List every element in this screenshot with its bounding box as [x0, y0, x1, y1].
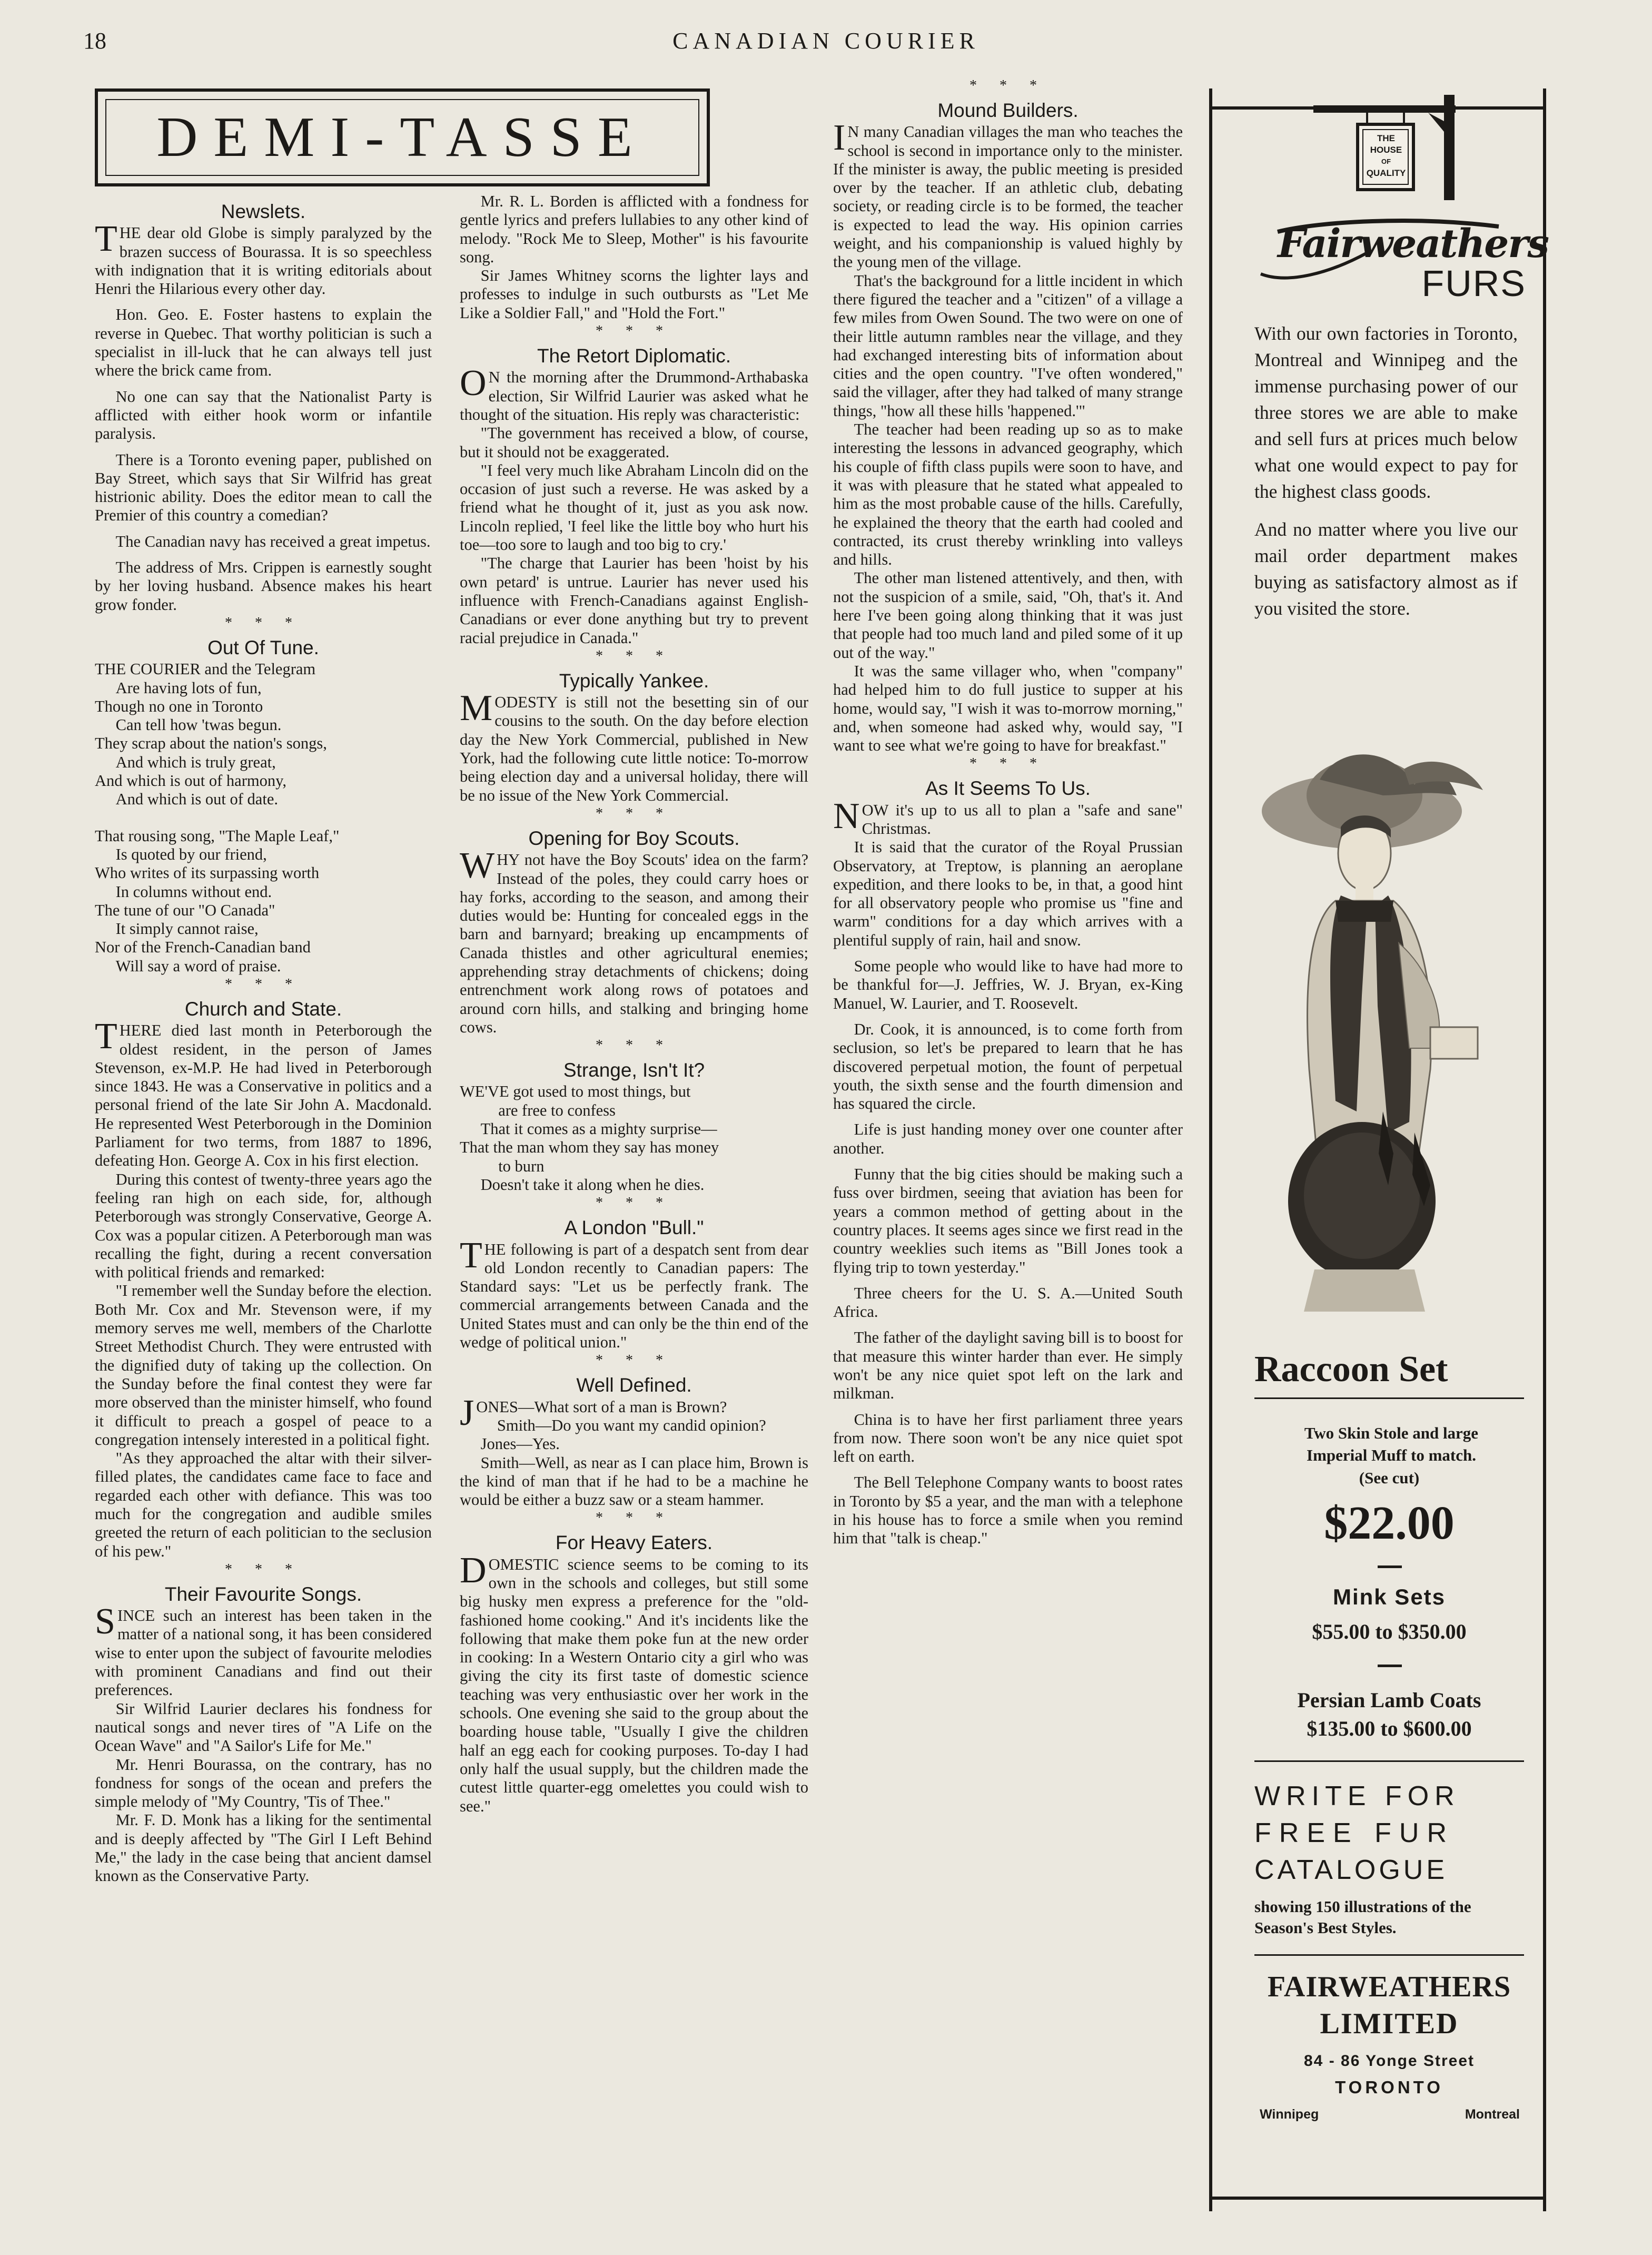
article-paragraph: Mr. R. L. Borden is afflicted with a fondness for gentle lyrics and prefers lullabies to any other kind of melody. "Rock Me to Sleep, Mother" is his favourite song. — [460, 192, 808, 266]
furs-word: FURS — [1421, 263, 1526, 304]
section-divider: * * * — [225, 1561, 302, 1578]
column-2 — [460, 192, 808, 1816]
article-paragraph: "I remember well the Sunday before the election. Both Mr. Cox and Mr. Stevenson were, if my memory serves me well, members of the Charlotte Street Methodist Church. They were entrusted with the dignified duty of taking up the collection. On the Sunday before the final contest they were far more observed than the minister himself, who found it difficult to preach a gospel of peace to a congregation intensely interested in a political fight. — [95, 1282, 432, 1449]
raccoon-rule — [1254, 1397, 1524, 1399]
article-paragraph: THE dear old Globe is simply paralyzed by the brazen success of Bourassa. It is so speechless with indignation that it is writing editorials about Henri the Hilarious every other day. — [95, 219, 432, 298]
poem-line: That rousing song, "The Maple Leaf," — [95, 826, 340, 845]
article-paragraph: Three cheers for the U. S. A.—United South Africa. — [833, 1284, 1183, 1321]
poem-line: Can tell how 'twas begun. — [115, 716, 282, 734]
raccoon-price: $22.00 — [1324, 1497, 1455, 1549]
article-paragraph: During this contest of twenty-three years ago the feeling ran high on each side, for, although Peterborough was strongly Conservative, George A. Cox was a popular citizen. A Peterborough man was recalling the fight, during a recent conversation with political friends and remarked: — [95, 1170, 432, 1282]
write-for-line: WRITE FOR — [1254, 1781, 1460, 1811]
article-paragraph: WHY not have the Boy Scouts' idea on the farm? Instead of the poles, they could carry hoes or hay forks, according to the season, and among their duties would be: Hunting for concealed eggs in the barn and barnyard; breaking up encampments of Canada thistles and other agricultural enemies; apprehending stray detachments of chickens; doing entrenchment work along rows of potatoes and around corn hills, and stalking and bringing home cows. — [460, 845, 808, 1036]
page-header — [0, 27, 1652, 64]
article-paragraph: Sir Wilfrid Laurier declares his fondness for nautical songs and never tires of "A Life on the Ocean Wave" and "A Sailor's Life for Me." — [95, 1699, 432, 1755]
banner-title: DEMI-TASSE — [105, 99, 699, 176]
poem-out-of-tune — [95, 660, 432, 976]
article-paragraph: Jones—Yes. — [480, 1435, 560, 1453]
heading-newslets: Newslets. — [221, 201, 306, 222]
price-divider — [1378, 1565, 1402, 1568]
article-paragraph: The other man listened attentively, and then, with not the suspicion of a smile, said, "Oh, that's it. And here I've been going along thinking that it was just that people had too much land and piled some of it up out of the way." — [833, 569, 1183, 662]
section-divider: * * * — [596, 1510, 672, 1527]
article-paragraph: That's the background for a little incident in which there figured the teacher and a "citizen" of a village a few miles from Owen Sound. The two were on one of their little autumn rambles near the village, and they had exchanged interesting bits of information about cities and the open country. "I've often wondered," said the villager, after they had talked of many strange things, "how all these hills 'happened.'" — [833, 271, 1183, 420]
poem-line: In columns without end. — [115, 882, 272, 901]
article-paragraph: Mr. F. D. Monk has a liking for the sentimental and is deeply affected by "The Girl I Left Behind Me," the lady in the case being that ancient damsel known as the Conservative Party. — [95, 1811, 432, 1885]
article-paragraph: Some people who would like to have had more to be thankful for—J. Jeffries, W. J. Bryan, ex-King Manuel, W. Laurier, and T. Roosevelt. — [833, 957, 1183, 1012]
woman-in-furs-illustration — [1257, 732, 1520, 1327]
article-paragraph: China is to have her first parliament three years from now. There soon won't be any nice quiet spot left on earth. — [833, 1410, 1183, 1466]
article-paragraph: "As they approached the altar with their silver-filled plates, the candidates came face to face and regarded each other with defiance. This was too much for the congregation and audible smiles greeted the return of each politician to the seclusion of his pew." — [95, 1449, 432, 1560]
poem-line: WE'VE got used to most things, but — [460, 1082, 691, 1101]
poem-line: That it comes as a mighty surprise— — [480, 1120, 717, 1138]
article-paragraph: JONES—What sort of a man is Brown? — [460, 1392, 727, 1433]
heading-favourite-songs: Their Favourite Songs. — [164, 1583, 362, 1605]
mink-sets-label: Mink Sets — [1332, 1584, 1446, 1609]
section-divider: * * * — [225, 614, 302, 631]
article-paragraph: Dr. Cook, it is announced, is to come forth from seclusion, so let's be prepared to learn that he has discovered perpetual motion, the fount of perpetual youth, the sixth sense and the fourth dimension and has squared the circle. — [833, 1020, 1183, 1113]
mink-sets-price: $55.00 to $350.00 — [1312, 1620, 1467, 1643]
poem-line: The tune of our "O Canada" — [95, 901, 275, 919]
article-paragraph: "The government has received a blow, of course, but it should not be exaggerated. — [460, 424, 808, 461]
article-paragraph: ON the morning after the Drummond-Arthabaska election, Sir Wilfrid Laurier was asked what he thought of the situation. His reply was characteristic: — [460, 363, 808, 424]
ad-bottom-rule — [1209, 2197, 1546, 2200]
catalogue-rule — [1254, 1760, 1524, 1762]
ad-copy — [1254, 320, 1518, 622]
sign-line: OF — [1381, 157, 1391, 165]
heading-out-of-tune: Out Of Tune. — [207, 636, 319, 658]
article-paragraph: Life is just handing money over one counter after another. — [833, 1120, 1183, 1157]
sign-line: HOUSE — [1370, 145, 1402, 155]
heading-mound-builders: Mound Builders. — [937, 100, 1079, 121]
poem-line: Who writes of its surpassing worth — [95, 864, 320, 882]
poem-line: That the man whom they say has money — [460, 1138, 719, 1157]
sign-line: QUALITY — [1366, 168, 1406, 178]
publication-title: CANADIAN COURIER — [672, 28, 980, 54]
article-paragraph: There is a Toronto evening paper, published on Bay Street, which says that Sir Wilfrid has great histrionic ability. Does the editor mean to call the Premier of this country a comedian? — [95, 450, 432, 525]
column-3 — [833, 77, 1183, 1548]
article-paragraph: No one can say that the Nationalist Party is afflicted with either hook worm or infantile paralysis. — [95, 387, 432, 443]
article-paragraph: Smith—Do you want my candid opinion? — [497, 1416, 766, 1434]
section-divider: * * * — [596, 805, 672, 822]
article-paragraph: Smith—Well, as near as I can place him, Brown is the kind of man that if he had to be a machine he would be either a buzz saw or a steam hammer. — [460, 1453, 808, 1509]
article-paragraph: SINCE such an interest has been taken in the matter of a national song, it has been considered wise to enter upon the subject of favourite melodies with prominent Canadians and find out their preferences. — [95, 1601, 432, 1699]
poem-line: Though no one in Toronto — [95, 697, 263, 715]
article-paragraph: The address of Mrs. Crippen is earnestly sought by her loving husband. Absence makes his heart grow fonder. — [95, 558, 432, 614]
article-paragraph: The teacher had been reading up so as to make interesting the lessons in advanced geography, which his couple of fifth class pupils were soon to have, and it was with pleasure that he stated what appealed to him as the most probable cause of the hills. Carefully, he explained the theory that the earth had cooled and contracted, its crust thereby wrinkling into valleys and hills. — [833, 420, 1183, 569]
poem-line: Will say a word of praise. — [115, 957, 281, 975]
ad-copy-paragraph: And no matter where you live our mail order department makes buying as satisfactory almost as if you visited the store. — [1254, 519, 1518, 619]
company-address: 84 - 86 Yonge Street — [1303, 2052, 1475, 2070]
fur-advertisement — [1209, 79, 1546, 2218]
article-paragraph: The Bell Telephone Company wants to boost rates in Toronto by $5 a year, and the man with a telephone in his house has to force a smile when you remind him that "talk is cheap." — [833, 1473, 1183, 1548]
poem-line: to burn — [498, 1157, 545, 1175]
section-divider: * * * — [970, 77, 1046, 94]
article-paragraph: THE following is part of a despatch sent from dear old London recently to Canadian papers: The Standard says: "Let us be perfectly frank. The commercial arrangements between Canada and the United States must and can only be the thin end of the wedge of political union." — [460, 1235, 808, 1352]
section-divider: * * * — [596, 1352, 672, 1369]
heading-as-it-seems: As It Seems To Us. — [925, 777, 1091, 800]
section-divider: * * * — [596, 1037, 672, 1054]
article-paragraph: NOW it's up to us all to plan a "safe and sane" Christmas. — [833, 795, 1183, 838]
heading-retort: The Retort Diplomatic. — [537, 345, 731, 367]
see-cut-note: (See cut) — [1359, 1469, 1420, 1487]
brand-logo — [1257, 211, 1548, 304]
branch-montreal: Montreal — [1465, 2107, 1520, 2122]
heading-yankee: Typically Yankee. — [559, 669, 709, 692]
article-paragraph: "The charge that Laurier has been 'hoist by his own petard' is untrue. Laurier has never used his influence with French-Canadians against English-Canadians or ever done anything but try to prevent racial prejudice in Canada." — [460, 554, 808, 647]
poem-line: Is quoted by our friend, — [115, 845, 267, 863]
catalogue-line: CATALOGUE — [1254, 1855, 1448, 1885]
heading-heavy-eaters: For Heavy Eaters. — [555, 1532, 713, 1554]
article-paragraph: It was the same villager who, when "company" had helped him to do full justice to supper at his home, would say, "I wish it was to-morrow morning," and, when someone had asked why, would say, "I want to see what we're going to have for breakfast." — [833, 662, 1183, 755]
article-paragraph: Sir James Whitney scorns the lighter lays and professes to indulge in such outbursts as "Let Me Like a Soldier Fall," and "Hold the Fort." — [460, 267, 808, 322]
poem-line: And which is out of date. — [115, 790, 278, 809]
free-fur-line: FREE FUR — [1254, 1818, 1455, 1848]
heading-well-defined: Well Defined. — [576, 1374, 692, 1396]
poem-line: Doesn't take it along when he dies. — [480, 1175, 705, 1194]
article-paragraph: THERE died last month in Peterborough the oldest resident, in the person of James Stevenson, ex-M.P. He had lived in Peterborough since 1843. He was a Conservative in politics and a personal friend of the late Sir John A. Macdonald. He represented West Peterborough in the Dominion Parliament for two terms, from 1887 to 1896, defeating Hon. George A. Cox in his first election. — [95, 1016, 432, 1170]
article-paragraph: IN many Canadian villages the man who teaches the school is second in importance only to the minister. If the minister is away, the public meeting is presided over by the teacher. If an athletic club, debating society, or reading circle is to be formed, the teacher is expected to lead the way. His opinion carries weight, and his companionship is valued highly by the young men of the village. — [833, 117, 1183, 271]
article-paragraph: DOMESTIC science seems to be coming to its own in the schools and colleges, but still some big husky men express a preference for the "old-fashioned home cooking." And it's incidents like the following that make them poke fun at the new order in cooking: In a Western Ontario city a girl who was giving the city its first taste of domestic science teaching was very enthusiastic over her work in the schools. One evening she said to the group about the boarding house table, "Usually I give the children half an egg each for cooking purposes. To-day I had only half the usual supply, but the children made the cutest little quarter-egg omelettes you could wish to see." — [460, 1550, 808, 1815]
ad-copy-paragraph: With our own factories in Toronto, Montreal and Winnipeg and the immense purchasing power of our three stores we are able to make and sell furs at prices much below what one would expect to pay for the highest class goods. — [1254, 323, 1518, 502]
company-limited: LIMITED — [1320, 2007, 1459, 2040]
poem-line: They scrap about the nation's songs, — [95, 734, 327, 753]
column-banner — [95, 88, 710, 186]
poem-strange — [460, 1082, 808, 1194]
heading-strange: Strange, Isn't It? — [563, 1059, 705, 1081]
article-paragraph: The father of the daylight saving bill is to boost for that measure this winter harder than ever. He simply won't be any nice quiet spot left on the lark and milkman. — [833, 1328, 1183, 1403]
heading-boy-scouts: Opening for Boy Scouts. — [528, 827, 740, 849]
poem-line: are free to confess — [498, 1101, 616, 1119]
article-paragraph: MODESTY is still not the besetting sin of our cousins to the south. On the day before election day the New York Commercial, published in New York, had the following cute little notice: To-morrow being election day and a universal holiday, there will be no issue of the New York Commercial. — [460, 688, 808, 804]
section-divider: * * * — [596, 323, 672, 340]
sign-line: THE — [1377, 133, 1395, 143]
price-divider — [1378, 1665, 1402, 1667]
sign-text — [1360, 133, 1412, 179]
page-number: 18 — [83, 28, 106, 54]
article-paragraph: The Canadian navy has received a great impetus. — [115, 532, 431, 550]
article-paragraph: Hon. Geo. E. Foster hastens to explain the reverse in Quebec. That worthy politician is such a specialist in ill-luck that he can always tell just where the brick came from. — [95, 306, 432, 380]
poem-line: THE COURIER and the Telegram — [95, 660, 316, 678]
raccoon-set-title: Raccoon Set — [1254, 1349, 1448, 1390]
article-paragraph: "I feel very much like Abraham Lincoln did on the occasion of just such a reverse. He was asked by a friend what he thought of it, just as you ask now. Lincoln replied, 'I feel like the little boy who hurt his toe—too sore to laugh and too big to cry.' — [460, 461, 808, 554]
section-divider: * * * — [596, 1195, 672, 1212]
company-rule — [1254, 1954, 1524, 1956]
poem-line: And which is truly great, — [115, 753, 276, 771]
poem-line: Are having lots of fun, — [115, 678, 262, 697]
article-paragraph: Mr. Henri Bourassa, on the contrary, has no fondness for songs of the ocean and prefers the simple melody of "My Country, 'Tis of Thee." — [95, 1755, 432, 1811]
heading-london-bull: A London "Bull." — [564, 1217, 704, 1239]
poem-line: It simply cannot raise, — [115, 920, 259, 938]
company-city: TORONTO — [1335, 2077, 1443, 2097]
section-divider: * * * — [970, 755, 1046, 772]
column-1 — [95, 196, 432, 1886]
section-divider: * * * — [225, 976, 302, 992]
company-name: FAIRWEATHERS — [1267, 1971, 1511, 2003]
section-divider: * * * — [596, 647, 672, 664]
script-brand-name: Fairweathers — [1278, 221, 1548, 267]
branch-winnipeg: Winnipeg — [1260, 2107, 1319, 2122]
poem-line: And which is out of harmony, — [95, 772, 286, 790]
poem-line: Nor of the French-Canadian band — [95, 938, 311, 957]
catalogue-description: showing 150 illustrations of the Season's Best Styles. — [1254, 1897, 1471, 1937]
persian-lamb-label: Persian Lamb Coats — [1297, 1688, 1481, 1712]
heading-church-state: Church and State. — [184, 998, 342, 1020]
article-paragraph: It is said that the curator of the Royal Prussian Observatory, at Treptow, is planning an aeroplane expedition, and there looks to be, in that, a good hint for all observatory people who promise us "fine and warm" conditions for a day which arrives with a plentiful supply of rain, hail and snow. — [833, 838, 1183, 949]
article-paragraph: Funny that the big cities should be making such a fuss over birdmen, seeing that aviation has been for years a common method of getting about in the country places. It seems ages since we first read in the country weeklies such items as "Bill Jones took a flying trip to town yesterday." — [833, 1165, 1183, 1276]
persian-lamb-price: $135.00 to $600.00 — [1307, 1717, 1472, 1740]
raccoon-description: Two Skin Stole and large Imperial Muff to match. — [1304, 1424, 1479, 1464]
